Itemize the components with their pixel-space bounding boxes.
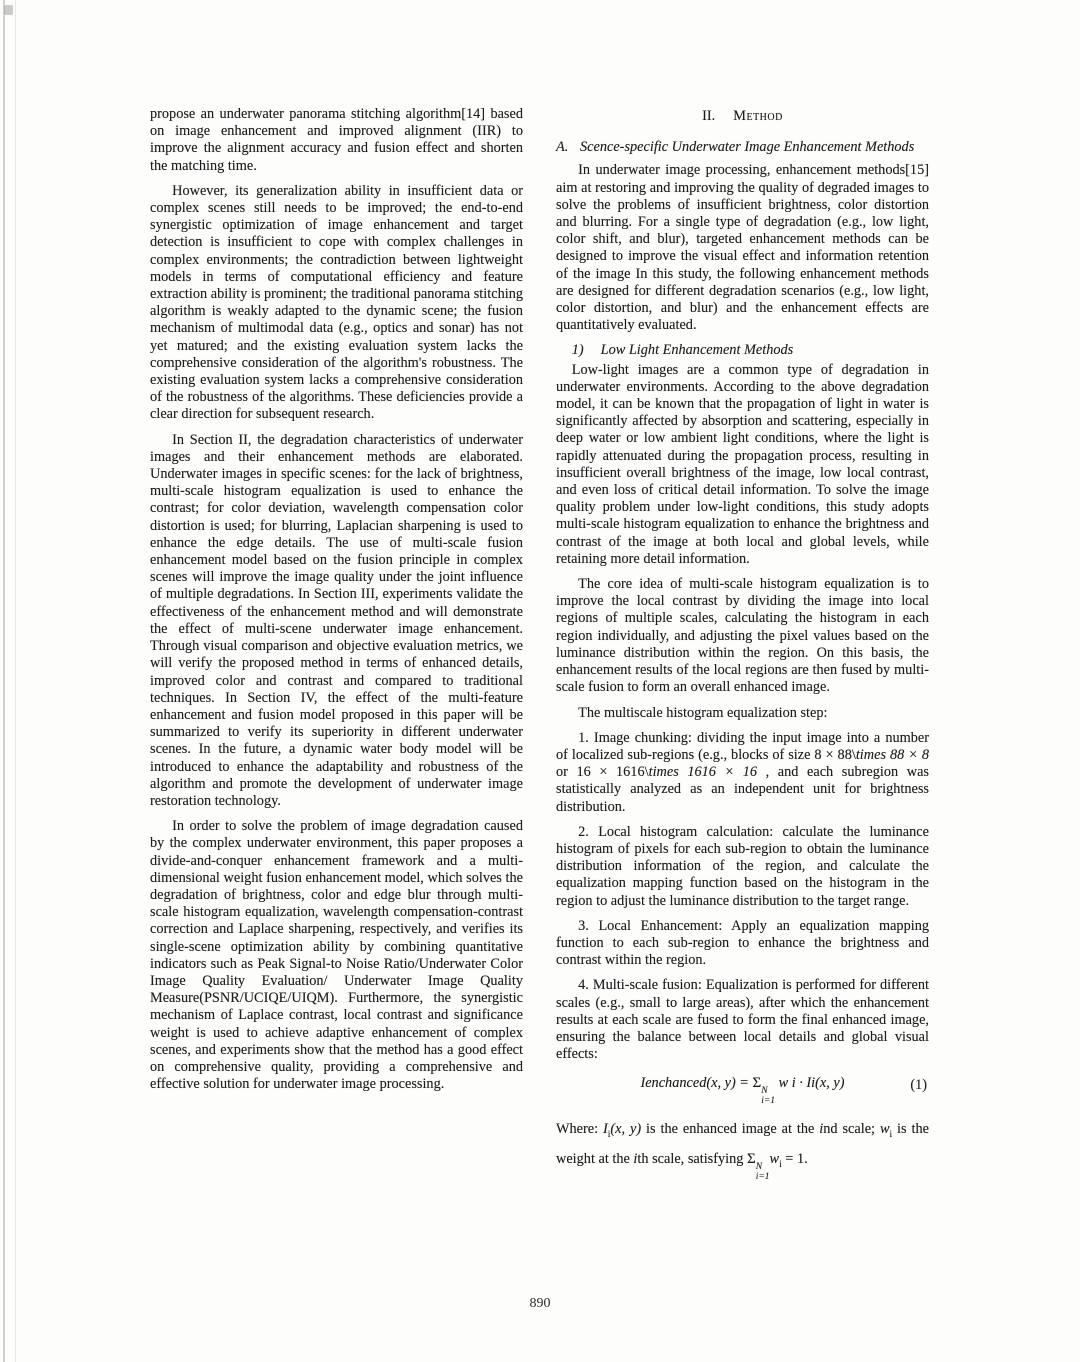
where-ital-i: i: [633, 1151, 638, 1168]
where-text: nd scale;: [823, 1120, 880, 1137]
equation-rhs: w i · Ii(x, y): [775, 1075, 845, 1092]
sigma-symbol: Σ: [747, 1151, 756, 1168]
section-title: Method: [733, 108, 783, 124]
paragraph: However, its generalization ability in insufficient data or complex scenes still needs to be improved; the end-to-end synergistic optimization of image enhancement and target detection is insufficient to cope with complex challenges in complex environments; the contradiction between lightweight models in terms of computational efficiency and feature extraction ability is prominent; the traditional panorama stitching algorithm is weakly adapted to the dynamic scene; the fusion mechanism of multimodal data (e.g., optics and sonar) has not yet matured; and the existing evaluation system lacks the comprehensive consideration of the algorithm's robustness. The existing evaluation system lacks a comprehensive consideration of the robustness of the algorithms. These deficiencies provide a clear direction for subsequent research.: [150, 182, 523, 423]
section-numeral: II.: [702, 108, 716, 124]
step1-math-run: times 1616 × 16: [648, 764, 758, 781]
subsection-title: Scence-specific Underwater Image Enhancement Methods: [580, 139, 915, 156]
step1-math-run: times 88 × 8: [855, 746, 929, 763]
step1-text: 1. Image chunking: dividing the input image into a number of localized sub-regions (e.g., blocks of size 8 × 88\: [556, 729, 929, 763]
scan-edge-line: [3, 0, 5, 1362]
equation-number: (1): [910, 1077, 927, 1094]
scan-corner-smudge: [4, 5, 13, 15]
equation-where-note: [556, 1117, 929, 1183]
sigma-limits: [756, 1163, 770, 1183]
where-var-w: w: [769, 1151, 780, 1168]
where-text: is the weight at the: [556, 1120, 929, 1168]
subsection-marker: A.: [556, 139, 569, 156]
where-text: th scale, satisfying: [637, 1151, 747, 1168]
where-var-w-sub: i: [779, 1160, 782, 1171]
sigma-lower-limit: i=1: [755, 1171, 770, 1182]
where-args: (x, y): [610, 1120, 642, 1137]
paragraph: Low-light images are a common type of degradation in underwater environments. According to the above degradation model, it can be known that the propagation of light in water is significantly affected by absorption and scattering, especially in deep water or low ambient light conditions, where the light is rapidly attenuated during the propagation process, resulting in insufficient overall brightness of the image, low local contrast, and even loss of critical detail information. To solve the image quality problem under low-light conditions, this study adopts multi-scale histogram equalization to enhance the brightness and contrast of the image at both local and global levels, while retaining more detail information.: [556, 361, 929, 567]
paragraph: In order to solve the problem of image degradation caused by the complex underwater environment, this paper proposes a divide-and-conquer enhancement framework and a multi-dimensional weight fusion enhancement model, which solves the degradation of brightness, color and edge blur through multi-scale histogram equalization, wavelength compensation-contrast correction and Laplace sharpening, respectively, and verifies its single-scene optimization ability by combining quantitative indicators such as Peak Signal-to Noise Ratio/Underwater Color Image Quality Evaluation/ Underwater Image Quality Measure(PSNR/UCIQE/UIQM). Furthermore, the synergistic mechanism of Laplace contrast, local contrast and significance weight is used to achieve adaptive enhancement of complex scenes, and experiments show that the method has a good effect on comprehensive quality, providing a comprehensive and effective solution for underwater image processing.: [150, 818, 523, 1093]
paragraph-step-4: 4. Multi-scale fusion: Equalization is performed for different scales (e.g., small to large areas), after which the enhancement results at each scale are fused to form the final enhanced image, ensuring the balance between local details and global visual effects:: [556, 977, 929, 1063]
page-number: 890: [529, 1296, 551, 1311]
equation-1: [556, 1075, 929, 1106]
subsubsection-marker: 1): [571, 342, 584, 359]
subsubsection-title: Low Light Enhancement Methods: [600, 342, 794, 359]
sigma-limits: [761, 1087, 775, 1107]
where-text: = 1.: [781, 1151, 808, 1168]
page-content: [150, 106, 929, 1191]
right-column: [556, 106, 929, 1191]
paragraph-step-3: 3. Local Enhancement: Apply an equalization mapping function to each sub-region to enhance the brightness and contrast within the region.: [556, 917, 929, 969]
paragraph: propose an underwater panorama stitching algorithm[14] based on image enhancement and improved alignment (IIR) to improve the alignment accuracy and fusion effect and shorten the matching time.: [150, 106, 523, 174]
equation-body: [640, 1075, 845, 1106]
where-var-w: w: [879, 1120, 890, 1137]
scan-edge-line-faint: [15, 0, 16, 1362]
where-text: Where:: [556, 1120, 603, 1137]
sigma-lower-limit: i=1: [761, 1095, 776, 1106]
subsubsection-1-heading: [556, 342, 929, 359]
where-var-I: I: [603, 1120, 608, 1137]
paragraph: In Section II, the degradation characteristics of underwater images and their enhancement methods are elaborated. Underwater images in specific scenes: for the lack of brightness, multi-scale histogram equalization is used to enhance the contrast; for color deviation, wavelength compensation color distortion is used; for blurring, Laplacian sharpening is used to enhance the edge details. The use of multi-scale fusion enhancement model based on the fusion principle in complex scenes will improve the image quality under the joint influence of multiple degradations. In Section III, experiments validate the effectiveness of the enhancement method and will demonstrate the effect of multi-scene underwater image enhancement. Through visual comparison and objective evaluation metrics, we will verify the proposed method in terms of enhanced details, improved color and contrast and compared to traditional techniques. In Section IV, the effect of the multi-feature enhancement and fusion model proposed in this paper will be summarized to verify its superiority in different underwater scenes. In the future, a dynamic water body model will be introduced to enhance the adaptability and robustness of the algorithm and promote the development of underwater image restoration technology.: [150, 431, 523, 809]
paragraph: The core idea of multi-scale histogram equalization is to improve the local contrast by dividing the image into local regions of multiple scales, calculating the histogram in each region individually, and adjusting the pixel values based on the luminance distribution within the region. On this basis, the enhancement results of the local regions are then fused by multi-scale fusion to form an overall enhanced image.: [556, 576, 929, 696]
subsection-a-heading: [556, 139, 929, 156]
paragraph: The multiscale histogram equalization step:: [578, 704, 828, 721]
paragraph-step-2: 2. Local histogram calculation: calculate the luminance histogram of pixels for each sub-region to obtain the luminance distribution information of the region, and calculate the equalization mapping function based on the histogram in the region to adjust the luminance distribution to the target range.: [556, 823, 929, 909]
step1-text: , and each subregion was statistically analyzed as an independent unit for brightness distribution.: [556, 764, 929, 815]
sigma-symbol: Σ: [752, 1075, 762, 1092]
where-ital-i: i: [819, 1120, 824, 1137]
section-heading-method: [556, 108, 929, 125]
paragraph-step-1: [556, 730, 929, 816]
where-text: is the enhanced image at the: [641, 1120, 820, 1137]
where-var-I-sub: i: [607, 1129, 611, 1140]
sigma-upper-limit: N: [761, 1085, 768, 1096]
paragraph: In underwater image processing, enhancement methods[15] aim at restoring and improving the quality of degraded images to solve the problems of insufficient brightness, color distortion and blurring. For a single type of degradation (e.g., low light, color shift, and blur), targeted enhancement methods can be designed to improve the visual effect and information retention of the image In this study, the following enhancement methods are designed for different degradation scenarios (e.g., low light, color distortion, and blur) and the enhancement effects are quantitatively evaluated.: [556, 162, 929, 334]
sigma-upper-limit: N: [755, 1161, 763, 1172]
equation-lhs: Ienchanced(x, y) =: [640, 1075, 753, 1092]
where-var-w-sub: i: [889, 1129, 893, 1140]
left-column: [150, 106, 523, 1191]
step1-text: or 16 × 1616\: [556, 764, 649, 781]
